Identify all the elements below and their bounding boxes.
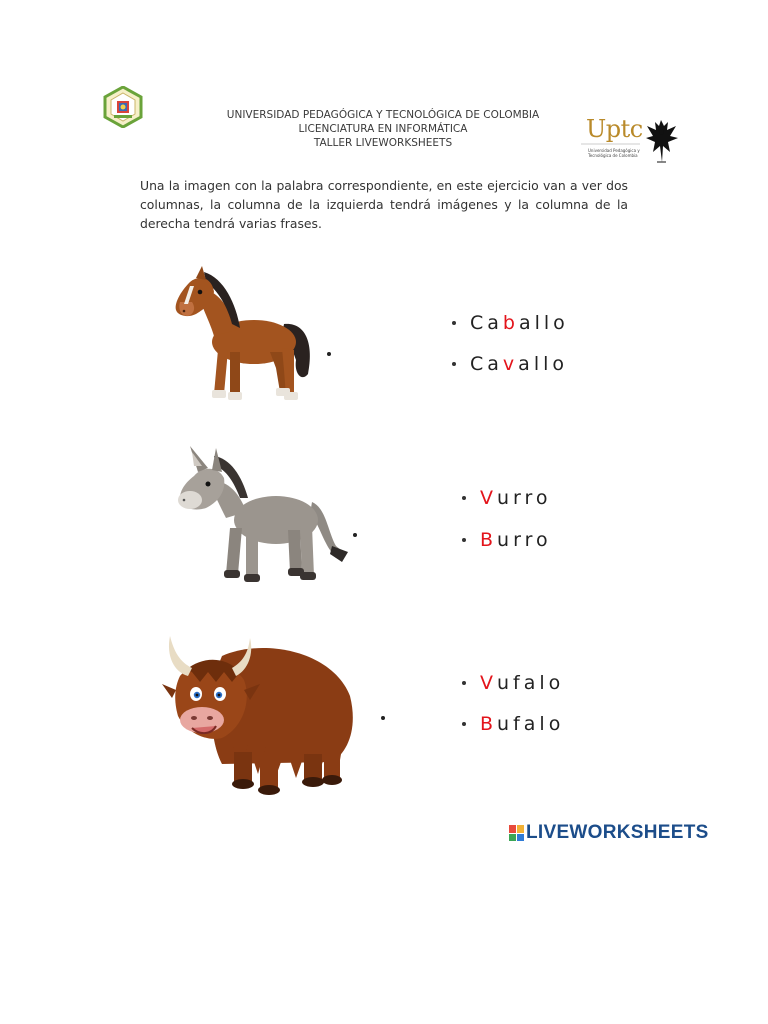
header-university: UNIVERSIDAD PEDAGÓGICA Y TECNOLÓGICA DE COLOMBIA bbox=[226, 109, 540, 121]
bullet-icon bbox=[462, 496, 466, 500]
bullet-icon bbox=[452, 321, 456, 325]
bullet-icon bbox=[462, 538, 466, 542]
option-vufalo[interactable] bbox=[462, 672, 564, 694]
option-bufalo[interactable] bbox=[462, 713, 564, 735]
donkey-image[interactable] bbox=[176, 442, 352, 590]
uptc-subtitle-2: Tecnológica de Colombia bbox=[588, 153, 638, 158]
option-vurro[interactable] bbox=[462, 487, 552, 509]
header-program: LICENCIATURA EN INFORMÁTICA bbox=[298, 123, 468, 135]
uptc-subtitle-1: Universidad Pedagógica y bbox=[588, 148, 640, 153]
school-crest-logo bbox=[102, 86, 144, 128]
option-text-post: ufalo bbox=[497, 672, 565, 694]
bullet-icon bbox=[452, 362, 456, 366]
header-workshop: TALLER LIVEWORKSHEETS bbox=[313, 137, 453, 149]
option-text-post: allo bbox=[518, 312, 569, 334]
option-text-highlight: B bbox=[480, 529, 498, 551]
option-text-pre: Ca bbox=[470, 353, 503, 375]
option-text-pre: Ca bbox=[470, 312, 503, 334]
option-caballo[interactable] bbox=[452, 312, 569, 334]
liveworksheets-logo bbox=[509, 822, 709, 844]
header-block bbox=[200, 108, 566, 150]
option-text-highlight: b bbox=[502, 312, 519, 334]
option-text-post: urro bbox=[497, 529, 552, 551]
donkey-connector-dot[interactable] bbox=[353, 533, 357, 537]
uptc-logo-text: Uptc bbox=[586, 115, 643, 143]
instructions-text: Una la imagen con la palabra correspondiente, en este ejercicio van a ver dos columnas, la columna de la izquierda tendrá imágenes y la columna de la derecha tendrá varias frases. bbox=[140, 178, 628, 231]
horse-image[interactable] bbox=[166, 264, 318, 410]
yak-image[interactable] bbox=[162, 632, 360, 796]
option-text-post: ufalo bbox=[497, 713, 565, 735]
option-text-highlight: V bbox=[480, 487, 497, 509]
liveworksheets-icon bbox=[509, 825, 524, 841]
bullet-icon bbox=[462, 722, 466, 726]
horse-connector-dot[interactable] bbox=[327, 352, 331, 356]
option-text-post: allo bbox=[518, 353, 568, 375]
option-text-highlight: v bbox=[502, 353, 519, 375]
option-burro[interactable] bbox=[462, 529, 552, 551]
yak-connector-dot[interactable] bbox=[381, 716, 385, 720]
bullet-icon bbox=[462, 681, 466, 685]
option-text-highlight: V bbox=[480, 672, 497, 694]
option-text-highlight: B bbox=[480, 713, 498, 735]
uptc-logo bbox=[580, 114, 682, 170]
option-text-post: urro bbox=[497, 487, 552, 509]
liveworksheets-brand: LIVEWORKSHEETS bbox=[526, 822, 709, 843]
option-cavallo[interactable] bbox=[452, 353, 568, 375]
